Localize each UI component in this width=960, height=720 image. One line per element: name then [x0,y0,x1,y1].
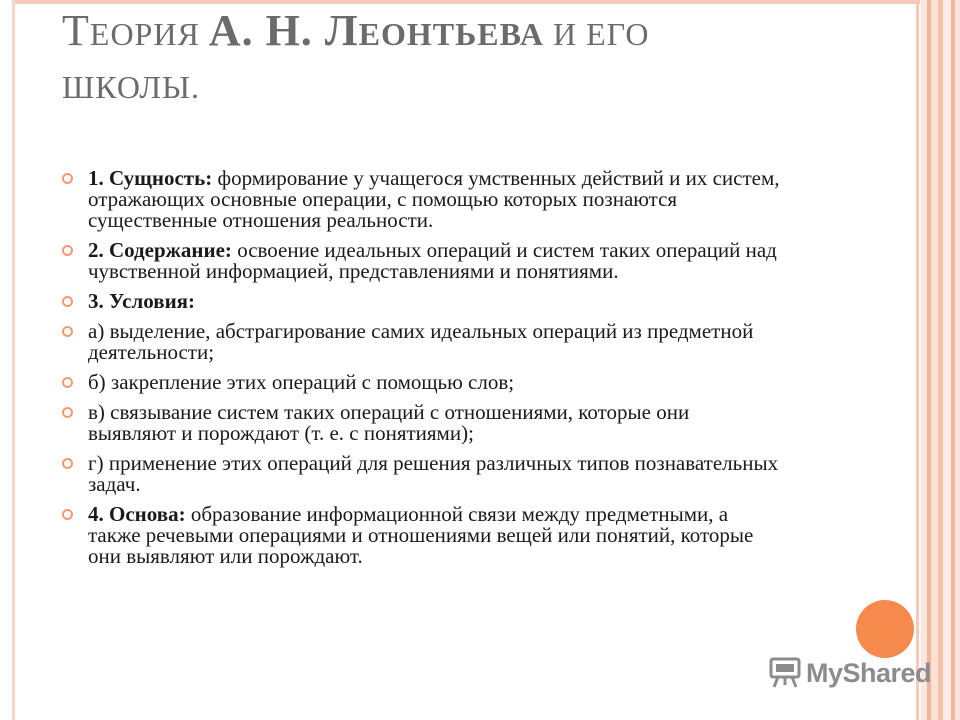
accent-circle [856,600,914,658]
title-part1: ЕОРИЯ [89,16,209,52]
bullet-icon [62,509,73,520]
item-text: б) закрепление этих операций с помощью слов; [88,370,515,394]
item-text: формирование у учащегося умственных действий и их систем, отражающих основные операции, с помощью которых познаются существенные отношения реальности. [88,166,780,232]
item-text: освоение идеальных операций и систем таких операций над чувственной информацией, представлениями и понятиями. [88,238,777,283]
item-text: а) выделение, абстрагирование самих идеальных операций из предметной деятельности; [88,319,754,364]
title-first-letter: Т [62,6,90,55]
watermark-logo[interactable] [768,656,931,690]
list-item [62,291,782,312]
title-part2: И ЕГО [544,16,650,52]
list-item [62,504,782,567]
list-item [62,372,782,393]
item-term: 2. Содержание: [88,238,232,262]
title-bold-surname: ЕОНТЬЕВА [358,16,544,52]
bullet-icon [62,326,73,337]
frame-line-left [12,0,15,720]
item-text: в) связывание систем таких операций с отношениями, которые они выявляют и порождают (т. е. с понятиями); [88,400,690,445]
bullet-icon [62,245,73,256]
title-line2: ШКОЛЫ. [62,69,200,105]
frame-line-top [12,0,920,4]
content-list [62,168,782,576]
title-bold-initials: А. Н. Л [208,6,359,55]
bullet-icon [62,173,73,184]
bullet-icon [62,296,73,307]
slide-title [62,6,822,112]
list-item [62,240,782,282]
list-item [62,168,782,231]
projector-icon [768,657,802,689]
item-text: образование информационной связи между предметными, а также речевыми операциями и отношениями вещей или понятий, которые они выявляют или порождают. [88,502,754,568]
list-item [62,453,782,495]
bullet-icon [62,377,73,388]
item-term: 1. Сущность: [88,166,213,190]
bullet-icon [62,407,73,418]
list-item [62,402,782,444]
list-item [62,321,782,363]
watermark-text: MyShared [806,657,932,688]
frame-line-right [916,0,919,720]
bullet-icon [62,458,73,469]
item-text: г) применение этих операций для решения различных типов познавательных задач. [88,451,779,496]
decorative-stripes [921,0,960,720]
item-term: 4. Основа: [88,502,186,526]
item-term: 3. Условия: [88,289,196,313]
